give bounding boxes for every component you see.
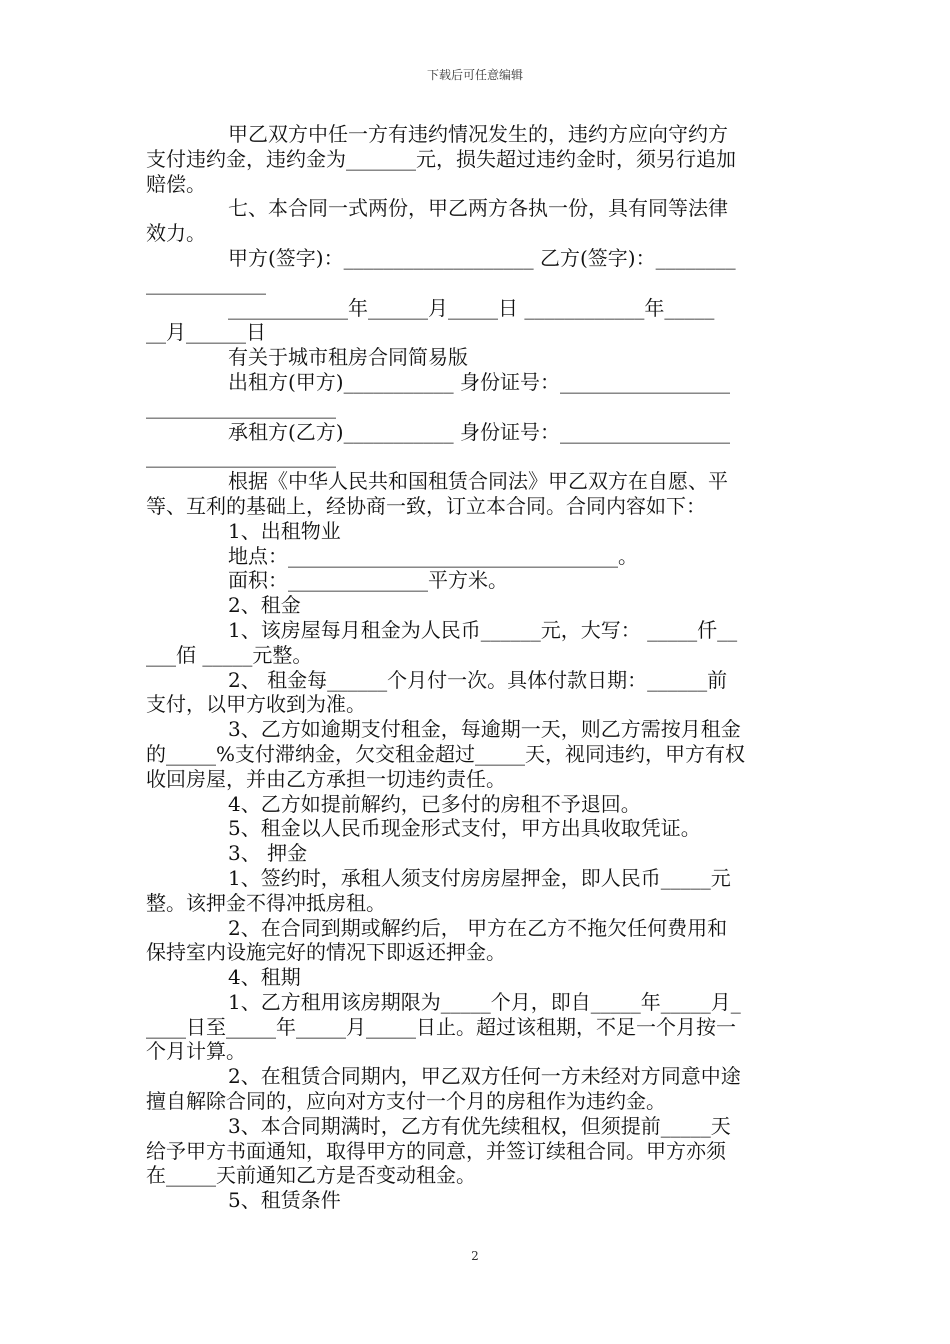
- text-line: 地点：_________________________________。: [228, 543, 638, 568]
- text-line: 保持室内设施完好的情况下即返还押金。: [146, 940, 506, 965]
- text-line: 出租方(甲方)___________ 身份证号：_________________: [228, 369, 730, 394]
- text-line: 赔偿。: [146, 171, 206, 196]
- text-line: 甲方(签字)：___________________ 乙方(签字)：________: [228, 245, 736, 270]
- text-line: 收回房屋，并由乙方承担一切违约责任。: [146, 766, 506, 791]
- text-line: 5、租金以人民币现金形式支付，甲方出具收取凭证。: [228, 816, 701, 841]
- text-line: 七、本合同一式两份，甲乙两方各执一份，具有同等法律: [228, 196, 728, 221]
- page-number: 2: [471, 1249, 479, 1263]
- text-line: 2、在合同到期或解约后， 甲方在乙方不拖欠任何费用和: [228, 915, 728, 940]
- text-line: 个月计算。: [146, 1039, 246, 1064]
- text-line: 的_____%支付滞纳金，欠交租金超过_____天，视同违约，甲方有权: [146, 741, 746, 766]
- text-line: 整。该押金不得冲抵房租。: [146, 890, 386, 915]
- text-line: 1、该房屋每月租金为人民币______元，大写： _____仟__: [228, 617, 738, 642]
- text-line: 5、租赁条件: [228, 1188, 341, 1213]
- text-line: 有关于城市租房合同简易版: [228, 345, 468, 370]
- text-line: 支付违约金，违约金为_______元，损失超过违约金时，须另行追加: [146, 146, 736, 171]
- text-line: 4、租期: [228, 965, 301, 990]
- text-line: ___________________: [146, 444, 336, 469]
- text-line: 2、租金: [228, 593, 301, 618]
- text-line: 1、乙方租用该房期限为_____个月，即自_____年_____月_: [228, 989, 741, 1014]
- text-line: 支付，以甲方收到为准。: [146, 692, 366, 717]
- text-line: __月______日: [146, 320, 266, 345]
- text-line: 3、本合同期满时，乙方有优先续租权，但须提前_____天: [228, 1113, 731, 1138]
- text-line: 甲乙双方中任一方有违约情况发生的，违约方应向守约方: [228, 122, 728, 146]
- text-line: 等、互利的基础上，经协商一致，订立本合同。合同内容如下：: [146, 493, 706, 518]
- text-line: 2、在租赁合同期内，甲乙双方任何一方未经对方同意中途: [228, 1064, 741, 1089]
- text-line: 4、乙方如提前解约，已多付的房租不予退回。: [228, 791, 641, 816]
- text-line: ____________年______月_____日 ____________年_____: [228, 295, 715, 320]
- text-line: 3、 押金: [228, 841, 308, 866]
- text-line: ____日至_____年_____月_____日止。超过该租期，不足一个月按一: [146, 1014, 736, 1039]
- text-line: 1、签约时，承租人须支付房房屋押金，即人民币_____元: [228, 865, 731, 890]
- text-line: 承租方(乙方)___________ 身份证号：_________________: [228, 419, 730, 444]
- text-line: 擅自解除合同的，应向对方支付一个月的房租作为违约金。: [146, 1089, 666, 1114]
- text-line: ___佰 _____元整。: [146, 642, 313, 667]
- text-line: 给予甲方书面通知，取得甲方的同意，并签订续租合同。甲方亦须: [146, 1138, 726, 1163]
- text-line: 面积：______________平方米。: [228, 568, 508, 593]
- page-header: 下载后可任意编辑: [426, 68, 523, 82]
- text-line: ___________________: [146, 394, 336, 419]
- text-line: 根据《中华人民共和国租赁合同法》甲乙双方在自愿、平: [228, 469, 728, 494]
- text-line: 3、乙方如逾期支付租金，每逾期一天，则乙方需按月租金: [228, 717, 741, 742]
- text-line: 1、出租物业: [228, 518, 341, 543]
- text-line: 2、 租金每______个月付一次。具体付款日期：______前: [228, 667, 728, 692]
- document-body: [146, 122, 806, 1213]
- text-line: 在_____天前通知乙方是否变动租金。: [146, 1163, 476, 1188]
- text-line: 效力。: [146, 221, 206, 246]
- text-line: ____________: [146, 270, 266, 295]
